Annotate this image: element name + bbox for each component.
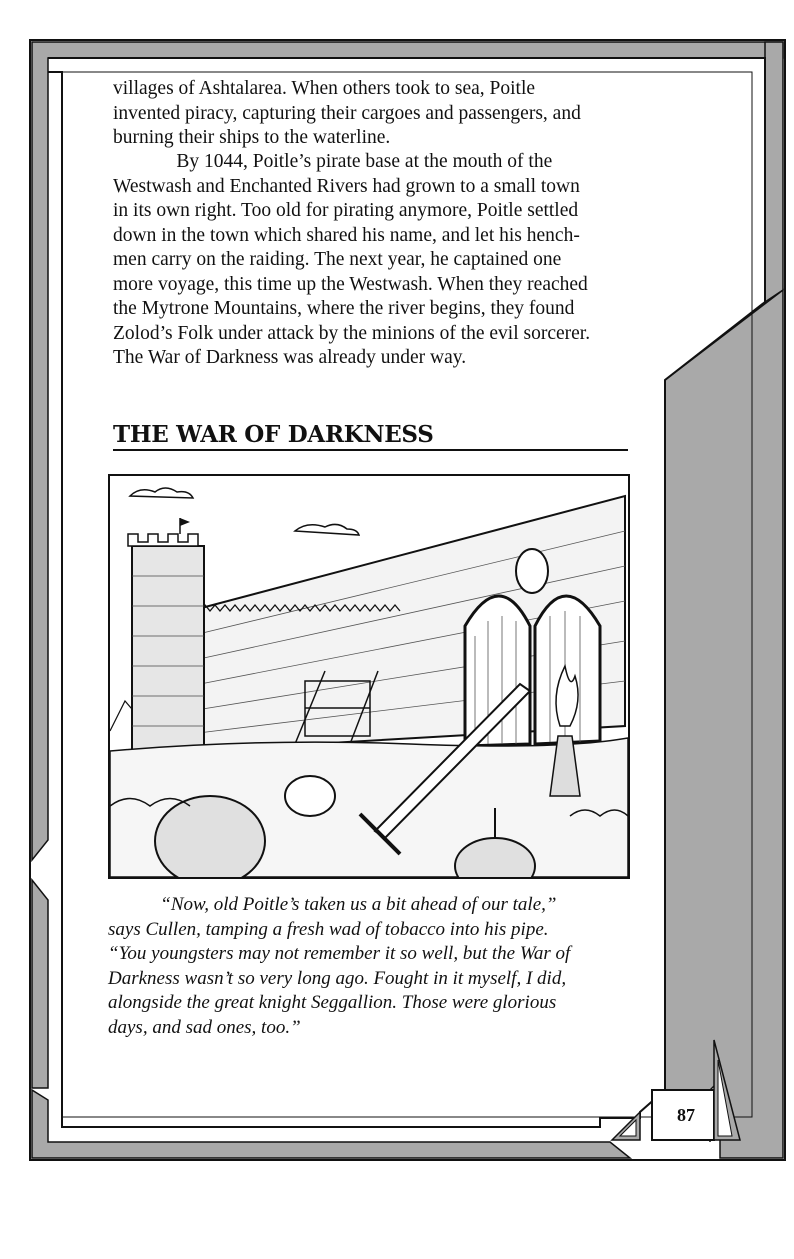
text-line: villages of Ashtalarea. When others took to sea, Poitle bbox=[113, 78, 536, 99]
heading-rule bbox=[113, 449, 628, 451]
quote-line: “Now, old Poitle’s taken us a bit ahead of our tale,” bbox=[108, 894, 557, 915]
text-line: men carry on the raiding. The next year, he captained one bbox=[113, 249, 562, 270]
text-line: in its own right. Too old for pirating anymore, Poitle settled bbox=[113, 200, 579, 221]
text-line: By 1044, Poitle’s pirate base at the mouth of the bbox=[113, 151, 553, 172]
text-line: the Mytrone Mountains, where the river begins, they found bbox=[113, 298, 575, 319]
text-line: invented piracy, capturing their cargoes and passengers, and bbox=[113, 102, 581, 124]
text-line: Westwash and Enchanted Rivers had grown to a small town bbox=[113, 175, 580, 197]
quote-line: says Cullen, tamping a fresh wad of tobacco into his pipe. bbox=[108, 918, 549, 940]
text-line: Zolod’s Folk under attack by the minions of the evil sorcerer. bbox=[113, 322, 591, 344]
quote-paragraph bbox=[108, 893, 570, 1041]
body-paragraph bbox=[113, 77, 581, 151]
quote-line: Darkness wasn’t so very long ago. Fought in it myself, I did, bbox=[108, 967, 567, 989]
text-line: more voyage, this time up the Westwash. When they reached bbox=[113, 273, 588, 295]
quote-line: days, and sad ones, too.” bbox=[108, 1016, 301, 1038]
text-line: down in the town which shared his name, and let his hench- bbox=[113, 224, 580, 246]
quote-line: alongside the great knight Seggallion. Those were glorious bbox=[108, 992, 557, 1014]
text-line: burning their ships to the waterline. bbox=[113, 127, 391, 148]
section-heading: THE WAR OF DARKNESS bbox=[113, 421, 434, 448]
quote-line: “You youngsters may not remember it so well, but the War of bbox=[108, 943, 571, 965]
text-line: The War of Darkness was already under way. bbox=[113, 347, 467, 368]
page-number: 87 bbox=[677, 1105, 695, 1125]
castle-siege-illustration bbox=[108, 474, 630, 879]
body-paragraph bbox=[113, 150, 590, 371]
illustration-drawing bbox=[110, 476, 628, 877]
